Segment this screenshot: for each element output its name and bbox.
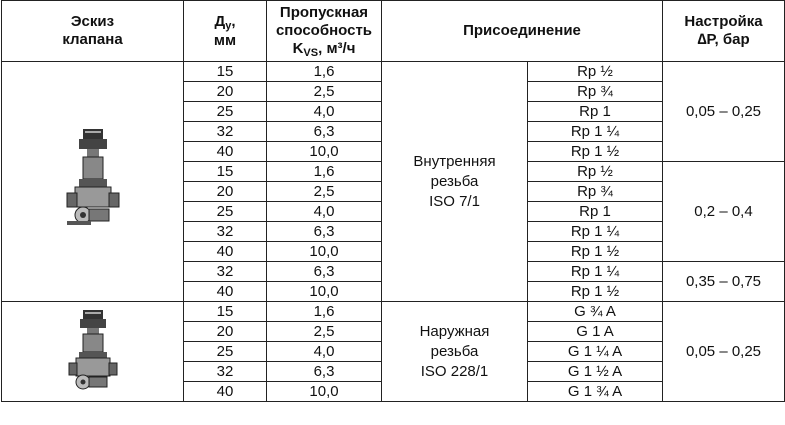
dn-cell: 20 xyxy=(184,82,267,102)
thread-cell: Rp 1 ½ xyxy=(528,142,663,162)
dn-cell: 20 xyxy=(184,322,267,342)
kvs-cell: 4,0 xyxy=(267,202,382,222)
header-row xyxy=(2,1,785,62)
dn-cell: 40 xyxy=(184,142,267,162)
kvs-cell: 1,6 xyxy=(267,62,382,82)
kvs-cell: 6,3 xyxy=(267,262,382,282)
setting-cell: 0,2 – 0,4 xyxy=(663,162,785,262)
dn-cell: 32 xyxy=(184,122,267,142)
kvs-cell: 6,3 xyxy=(267,362,382,382)
thread-cell: Rp 1 ¼ xyxy=(528,222,663,242)
dn-cell: 25 xyxy=(184,102,267,122)
dn-cell: 32 xyxy=(184,362,267,382)
kvs-cell: 1,6 xyxy=(267,162,382,182)
header-dn: $Д_у$, мм xyxy=(184,1,267,62)
header-dn-sub: у xyxy=(225,19,232,32)
header-setting-line1: Настройка xyxy=(684,13,763,30)
valve-external-thread-icon xyxy=(68,308,118,396)
dn-cell: 25 xyxy=(184,342,267,362)
header-dn-unit: мм xyxy=(213,31,237,49)
setting-cell: 0,35 – 0,75 xyxy=(663,262,785,302)
valve-sketch-external xyxy=(2,302,184,402)
header-kvs-k: K xyxy=(292,39,304,57)
connection-line: резьба xyxy=(430,342,479,360)
dn-cell: 32 xyxy=(184,222,267,242)
thread-cell: Rp 1 xyxy=(528,102,663,122)
thread-cell: Rp 1 ½ xyxy=(528,282,663,302)
thread-cell: Rp ½ xyxy=(528,62,663,82)
thread-cell: Rp 1 ½ xyxy=(528,242,663,262)
valve-spec-table xyxy=(1,0,785,402)
header-setting-line2: ∆P, бар xyxy=(697,31,750,48)
header-kvs-line2: способность xyxy=(275,21,373,39)
header-kvs-unit: , м³/ч xyxy=(318,39,356,57)
table-row xyxy=(2,302,785,322)
header-dn-main: Д xyxy=(214,12,226,30)
header-kvs xyxy=(267,1,382,62)
header-setting xyxy=(663,1,785,62)
dn-cell: 15 xyxy=(184,162,267,182)
dn-cell: 15 xyxy=(184,62,267,82)
thread-cell: Rp ¾ xyxy=(528,182,663,202)
thread-cell: Rp ¾ xyxy=(528,82,663,102)
header-kvs-sub: VS xyxy=(303,46,319,59)
kvs-cell: 4,0 xyxy=(267,342,382,362)
dn-cell: 15 xyxy=(184,302,267,322)
connection-external xyxy=(382,302,528,402)
thread-cell: Rp ½ xyxy=(528,162,663,182)
dn-cell: 25 xyxy=(184,202,267,222)
thread-cell: G 1 ¼ A xyxy=(528,342,663,362)
connection-line: ISO 7/1 xyxy=(429,192,480,210)
valve-sketch-internal xyxy=(2,62,184,302)
connection-line: Внутренняя xyxy=(413,152,496,170)
connection-internal xyxy=(382,62,528,302)
thread-cell: G 1 ¾ A xyxy=(528,382,663,402)
header-sketch: Эскиз клапана xyxy=(2,1,184,62)
thread-cell: G 1 A xyxy=(528,322,663,342)
table-row xyxy=(2,62,785,82)
kvs-cell: 10,0 xyxy=(267,142,382,162)
kvs-cell: 1,6 xyxy=(267,302,382,322)
connection-line: резьба xyxy=(430,172,479,190)
thread-cell: Rp 1 ¼ xyxy=(528,122,663,142)
thread-cell: G 1 ½ A xyxy=(528,362,663,382)
setting-cell: 0,05 – 0,25 xyxy=(663,62,785,162)
kvs-cell: 10,0 xyxy=(267,282,382,302)
kvs-cell: 6,3 xyxy=(267,222,382,242)
header-connection: Присоединение xyxy=(382,1,663,62)
thread-cell: G ¾ A xyxy=(528,302,663,322)
kvs-cell: 2,5 xyxy=(267,82,382,102)
kvs-cell: 10,0 xyxy=(267,242,382,262)
connection-line: Наружная xyxy=(419,322,490,340)
kvs-cell: 2,5 xyxy=(267,322,382,342)
kvs-cell: 10,0 xyxy=(267,382,382,402)
dn-cell: 40 xyxy=(184,242,267,262)
thread-cell: Rp 1 xyxy=(528,202,663,222)
kvs-cell: 4,0 xyxy=(267,102,382,122)
dn-cell: 40 xyxy=(184,282,267,302)
kvs-cell: 6,3 xyxy=(267,122,382,142)
connection-line: ISO 228/1 xyxy=(420,362,489,380)
setting-cell: 0,05 – 0,25 xyxy=(663,302,785,402)
dn-cell: 40 xyxy=(184,382,267,402)
valve-internal-thread-icon xyxy=(65,127,121,237)
dn-cell: 20 xyxy=(184,182,267,202)
dn-cell: 32 xyxy=(184,262,267,282)
thread-cell: Rp 1 ¼ xyxy=(528,262,663,282)
header-kvs-line1: Пропускная xyxy=(279,3,369,21)
kvs-cell: 2,5 xyxy=(267,182,382,202)
